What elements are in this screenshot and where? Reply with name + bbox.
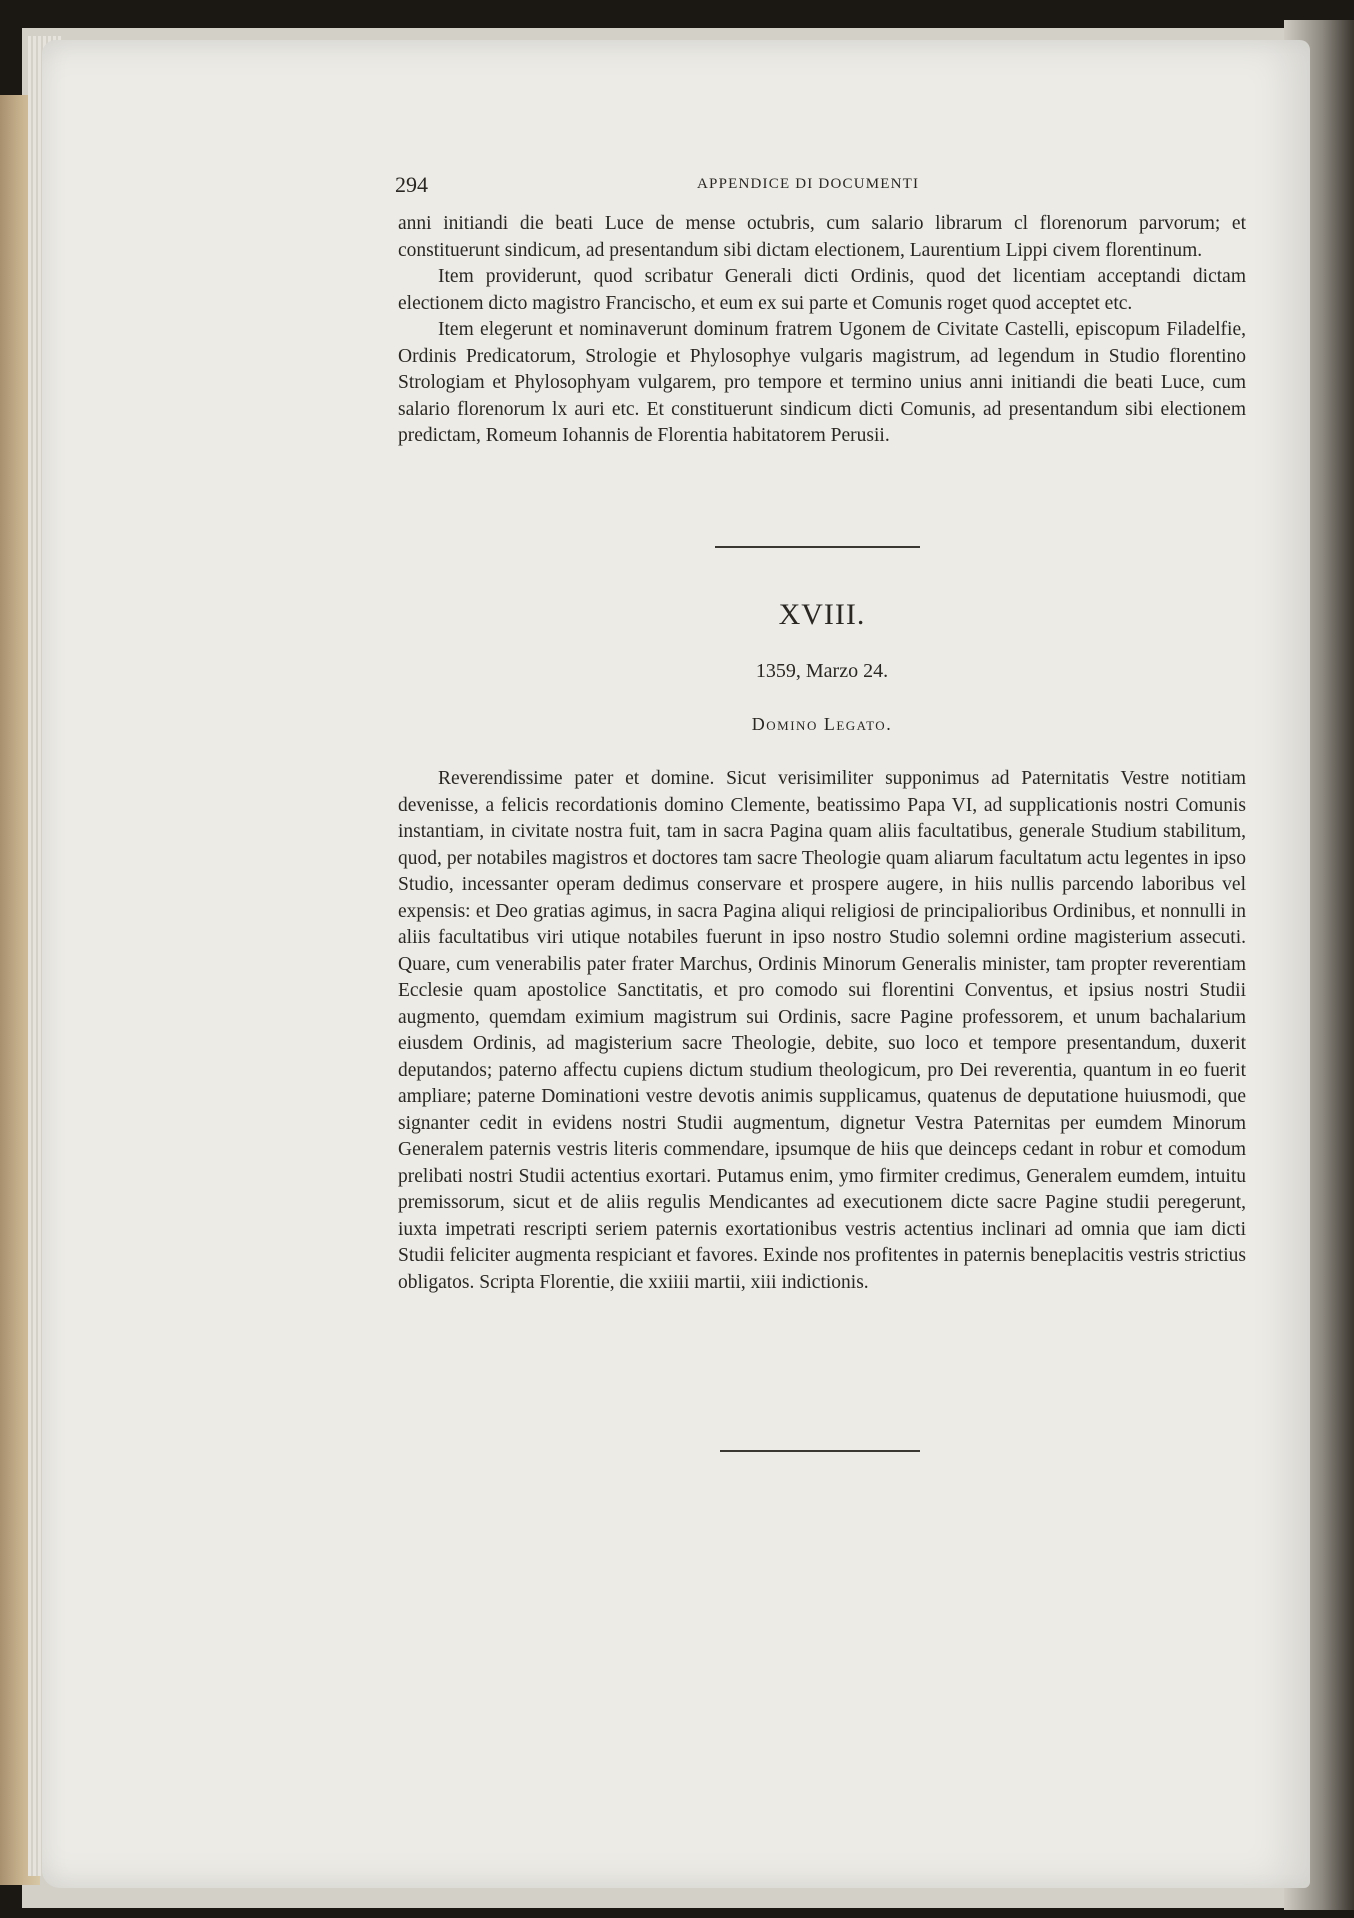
document-date: 1359, Marzo 24. [755, 660, 889, 682]
page-number: 294 [395, 172, 428, 197]
document-body [398, 766, 1246, 1296]
paragraph-continuation: anni initiandi die beati Luce de mense octubris, cum salario librarum cl florenorum parvorum; et constituerunt sindicum, ad presentandum sibi dictam electionem, Laurentium Lippi civem florentinum. [398, 213, 1246, 261]
end-divider [720, 1450, 920, 1452]
top-section [398, 211, 1246, 450]
letter-text: Reverendissime pater et domine. Sicut verisimiliter supponimus ad Paternitatis Vestre notitiam devenisse, a felicis recordationis domino Clemente, beatissimo Papa VI, ad supplicationis nostri Comunis instantiam, in civitate nostra fuit, tam in sacra Pagina quam aliis facultatibus, generale Studium stabilitum, quod, per notabiles magistros et doctores tam sacre Theologie quam aliarum facultatum actu legentes in ipso Studio, incessanter operam dedimus conservare et prospere augere, in hiis nullis parcendo laboribus vel expensis: et Deo gratias agimus, in sacra Pagina aliqui religiosi de principalioribus Ordinibus, et nonnulli in aliis facultatibus viri utique notabiles fuerunt in ipso nostro Studio solemni ordine magisterium assecuti. Quare, cum venerabilis pater frater Marchus, Ordinis Minorum Generalis minister, tam propter reverentiam Ecclesie quam apostolice Sanctitatis, et pro comodo sui florentini Conventus, et ipsius nostri Studii augmento, quemdam eximium magistrum sui Ordinis, sacre Pagine professorem, et unum bachalarium eiusdem Ordinis, ad magisterium sacre Theologie, debite, suo loco et tempore presentandum, duxerit deputandos; paterno affectu cupiens dictum studium theologicum, pro Dei reverentia, quantum in eo fuerit ampliare; paterne Dominationi vestre devotis animis supplicamus, quatenus de deputatione huiusmodi, que signanter cedit in evidens nostri Studii augmentum, dignetur Vestra Paternitas per eumdem Minorum Generalem paternis vestris literis commendare, ipsumque de hiis que deinceps cedant in robur et comodum prelibati nostri Studii actentius exortari. Putamus enim, ymo firmiter credimus, Generalem eumdem, intuitu premissorum, sicut et de aliis regulis Mendicantes ad executionem dicte sacre Pagine studii peregerunt, iuxta impetrati rescripti seriem paternis exortationibus vestris actentius inclinari ad omnia que iam dicti Studii feliciter augmenta respiciant et favores. Exinde nos profitentes in paternis beneplacitis vestris strictius obligatos. Scripta Florentie, die xxiiii martii, xiii indictionis. [398, 768, 1246, 1293]
paragraph-item-providerunt: Item providerunt, quod scribatur Generali dicti Ordinis, quod det licentiam acceptandi dictam electionem dicto magistro Francischo, et eum ex sui parte et Comunis roget quod acceptet etc. [398, 266, 1246, 314]
page-header [395, 172, 1245, 202]
running-head: APPENDICE DI DOCUMENTI [697, 176, 920, 192]
paragraph-item-elegerunt: Item elegerunt et nominaverunt dominum fratrem Ugonem de Civitate Castelli, episcopum Filadelfie, Ordinis Predicatorum, Strologie et Phylosophye vulgaris magistrum, ad legendum in Studio florentino Strologiam et Phylosophyam vulgarem, pro tempore et termino unius anni initiandi die beati Luce, cum salario florenorum lx auri etc. Et constituerunt sindicum dicti Comunis, ad presentandum sibi electionem predictam, Romeum Iohannis de Florentia habitatorem Perusii. [398, 319, 1246, 446]
document-addressee: Domino Legato. [751, 714, 893, 734]
document-number: XVIII. [778, 598, 866, 631]
section-divider [715, 546, 920, 548]
